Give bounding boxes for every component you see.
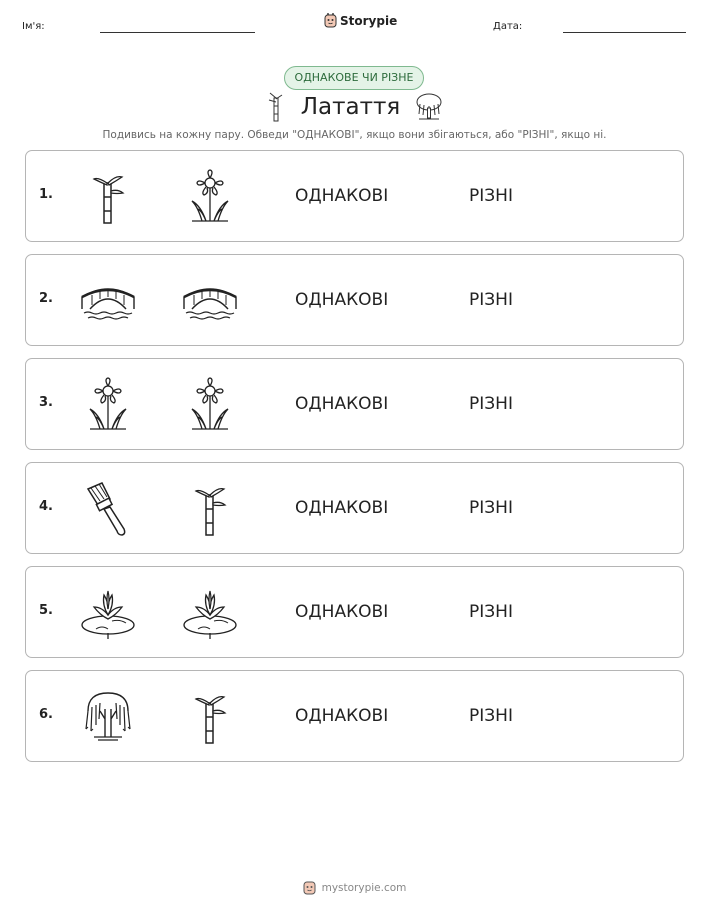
worksheet-type-badge: ОДНАКОВЕ ЧИ РІЗНЕ — [284, 66, 424, 90]
answer-same[interactable]: ОДНАКОВІ — [295, 498, 389, 518]
question-row-3 — [25, 358, 684, 450]
answer-different[interactable]: РІЗНІ — [469, 602, 513, 622]
answer-same[interactable]: ОДНАКОВІ — [295, 394, 389, 414]
answer-different[interactable]: РІЗНІ — [469, 394, 513, 414]
bamboo-icon — [80, 169, 136, 225]
willow-tree-icon — [80, 689, 136, 745]
page-title: Латаття — [300, 94, 401, 120]
answer-same[interactable]: ОДНАКОВІ — [295, 706, 389, 726]
instructions: Подивись на кожну пару. Обведи "ОДНАКОВІ", якщо вони збігаються, або "РІЗНІ", якщо ні. — [102, 129, 607, 141]
footer-link[interactable]: mystorypie.com — [321, 881, 407, 894]
answer-same[interactable]: ОДНАКОВІ — [295, 186, 389, 206]
question-number: 2. — [39, 291, 53, 306]
paintbrush-icon — [80, 481, 136, 537]
brand-name: Storypie — [340, 13, 398, 28]
storypie-logo-icon — [303, 880, 316, 895]
bamboo-icon — [182, 481, 238, 537]
answer-different[interactable]: РІЗНІ — [469, 498, 513, 518]
question-number: 5. — [39, 603, 53, 618]
date-line[interactable] — [563, 32, 686, 33]
question-row-5 — [25, 566, 684, 658]
water-lily-icon — [80, 585, 136, 641]
question-row-4 — [25, 462, 684, 554]
footer — [0, 880, 709, 895]
water-lily-icon — [182, 585, 238, 641]
answer-different[interactable]: РІЗНІ — [469, 706, 513, 726]
date-label: Дата: — [493, 21, 523, 32]
willow-tree-icon — [414, 92, 444, 122]
storypie-logo-icon — [324, 13, 337, 28]
daffodil-icon — [182, 169, 238, 225]
answer-same[interactable]: ОДНАКОВІ — [295, 602, 389, 622]
brand-logo — [324, 13, 397, 28]
daffodil-icon — [182, 377, 238, 433]
answer-different[interactable]: РІЗНІ — [469, 186, 513, 206]
question-row-1 — [25, 150, 684, 242]
answer-different[interactable]: РІЗНІ — [469, 290, 513, 310]
title-row — [0, 92, 709, 122]
question-number: 4. — [39, 499, 53, 514]
daffodil-icon — [80, 377, 136, 433]
name-label: Ім'я: — [22, 21, 45, 32]
question-number: 3. — [39, 395, 53, 410]
name-line[interactable] — [100, 32, 255, 33]
answer-same[interactable]: ОДНАКОВІ — [295, 290, 389, 310]
bridge-icon — [80, 273, 136, 329]
bamboo-icon — [182, 689, 238, 745]
bamboo-icon — [265, 92, 287, 122]
question-row-6 — [25, 670, 684, 762]
question-row-2 — [25, 254, 684, 346]
bridge-icon — [182, 273, 238, 329]
question-number: 6. — [39, 707, 53, 722]
question-number: 1. — [39, 187, 53, 202]
